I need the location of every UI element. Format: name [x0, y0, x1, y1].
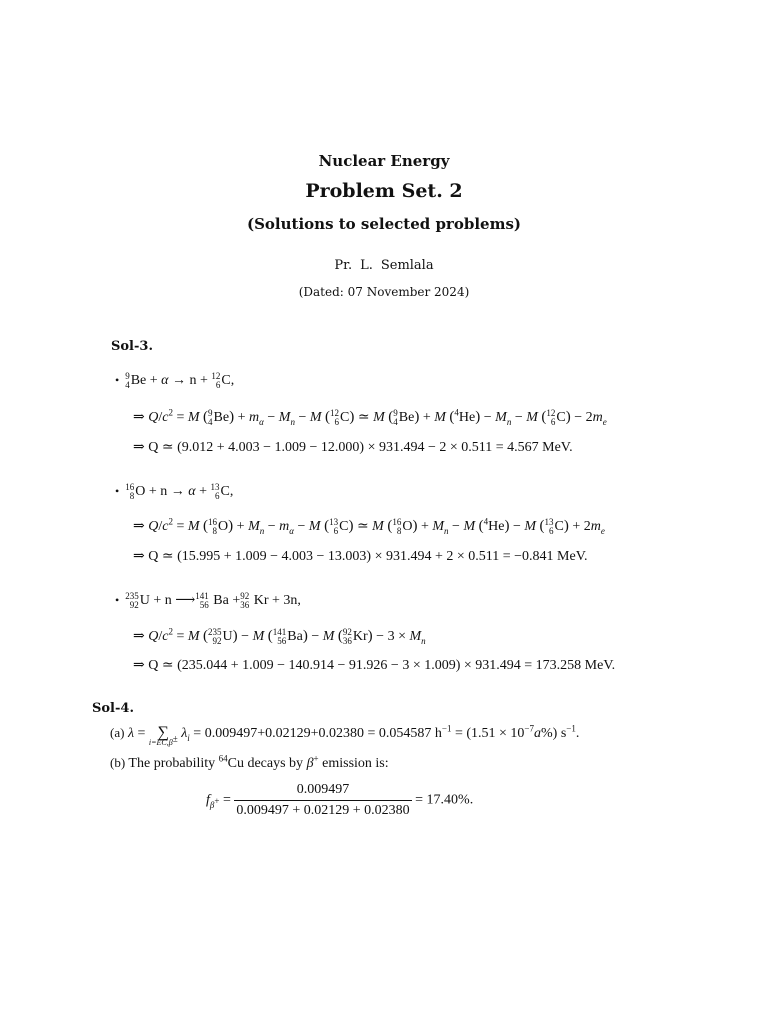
reaction-2: • 16 8 O + n → α + 13 6 C, — [115, 482, 234, 501]
reaction-2-q-mass: ⇒ $Q/c^2 = M$ ( 16 8 $O) + M_n - m_\alpha - M$ ( 13 6 C) ≃ M ( 16 8 $O) + M_n - M$ ($^4$He) − M ( 13 6 $C) + 2m_e$ — [133, 516, 605, 537]
author-prefix: Pr. — [334, 258, 353, 273]
part-b-label: (b) — [110, 755, 126, 770]
dated-line: (Dated: 07 November 2024) — [298, 285, 470, 299]
bullet-icon: • — [115, 593, 120, 608]
reaction-1-q-mass: ⇒ $Q/c^2 = M$ ( 9 4 $Be) + m_\alpha - M_n - M$ ( 12 6 C) ≃ M ( 9 4 Be) + M $(^4He) - M_n - M$ ( 12 6 $C) - 2m_e$ — [133, 407, 607, 428]
author-surname: Semlala — [380, 258, 434, 273]
probability-equation: $f_{\beta^+}$ = $\frac{0.009497}{0.009497 + 0.02129 + 0.02380}$ = 17.40%. — [206, 782, 474, 818]
fraction-denominator: 0.009497 + 0.02129 + 0.02380 — [236, 803, 410, 818]
reaction-3-q-value: ⇒ Q ≃ (235.044 + 1.009 − 140.914 − 91.926 − 3 × 1.009) × 931.494 = 173.258 MeV. — [133, 658, 616, 673]
course-title: Nuclear Energy — [318, 152, 450, 170]
fraction-result: = 17.40%. — [415, 792, 474, 808]
fraction-numerator: 0.009497 — [234, 782, 411, 801]
sol3-heading: Sol-3. — [111, 339, 153, 354]
reaction-2-q-numeric: Q ≃ (15.995 + 1.009 − 4.003 − 13.003) × 931.494 + 2 × 0.511 = −0.841 MeV. — [148, 549, 588, 564]
part-b-text-end: emission is: — [322, 756, 389, 771]
reaction-1-q-numeric: Q ≃ (9.012 + 4.003 − 1.009 − 12.000) × 931.494 − 2 × 0.511 = 4.567 MeV. — [148, 440, 573, 455]
reaction-3-q-numeric: Q ≃ (235.044 + 1.009 − 140.914 − 91.926 − 3 × 1.009) × 931.494 = 173.258 MeV. — [148, 658, 616, 673]
reaction-3: • 235 92 U + n ⟶ 141 56 Ba + 92 36 Kr + 3n, — [115, 591, 301, 610]
reaction-3-q-mass: ⇒ $Q/c^2 = M$ ( 235 92 U) − M ( 141 56 Ba) − M ( 92 36 $Kr) - 3 \times M_n$ — [133, 626, 426, 647]
part-b-text-post: Cu decays by — [227, 756, 304, 771]
subtitle: (Solutions to selected problems) — [247, 215, 521, 233]
bullet-icon: • — [115, 373, 120, 388]
part-a-si: = (1.51 × 10 — [454, 726, 525, 742]
reaction-1: • 9 4 Be + α → n + 12 6 C, — [115, 371, 235, 390]
reaction-1-q-value: ⇒ Q ≃ (9.012 + 4.003 − 1.009 − 12.000) × 931.494 − 2 × 0.511 = 4.567 MeV. — [133, 440, 573, 455]
probability-fraction — [234, 782, 411, 819]
problem-set-title: Problem Set. 2 — [305, 180, 463, 202]
reaction-2-q-value: ⇒ Q ≃ (15.995 + 1.009 − 4.003 − 13.003) × 931.494 + 2 × 0.511 = −0.841 MeV. — [133, 549, 588, 564]
author-line — [0, 258, 768, 273]
part-b-text-pre: The probability — [128, 756, 216, 771]
bullet-icon: • — [115, 484, 120, 499]
part-a-label: (a) — [110, 725, 125, 741]
summation: ∑ i=EC,β± — [148, 724, 178, 747]
sol4-part-a: (a) λ = ∑ i=EC,β± $\lambda_i = 0.009497+0.02129+0.02380 = 0.054587$ $h^{-1} = (1.51 \times 10^{-7}a\%)$ $s^{-1}$. — [110, 723, 580, 747]
author-initial: L. — [360, 258, 373, 273]
sol4-heading: Sol-4. — [92, 701, 134, 716]
part-a-result: = 0.009497+0.02129+0.02380 = 0.054587 h — [193, 726, 442, 742]
sol4-part-b: (b) The probability $^{64}$Cu decays by β+ emission is: — [110, 753, 389, 771]
